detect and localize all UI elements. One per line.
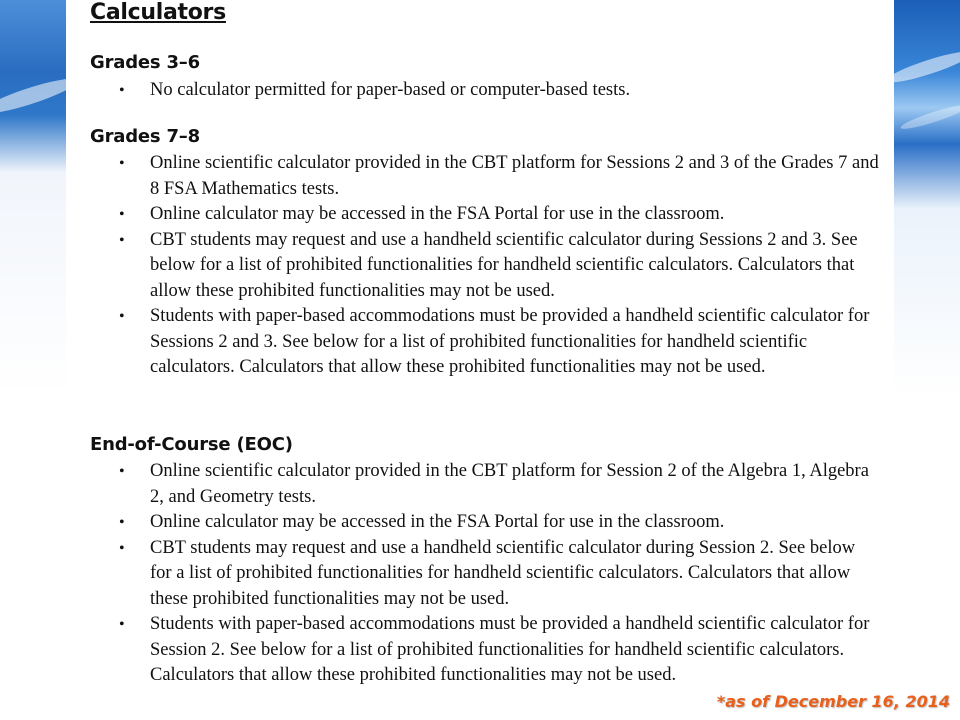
right-blue-background: [894, 0, 960, 720]
list-item: [90, 536, 880, 613]
left-swoosh-layer: [0, 0, 66, 720]
bullet-icon: •: [119, 155, 125, 172]
list-item-text: Online scientific calculator provided in the CBT platform for Session 2 of the Algebra 1, Algebra 2, and Geometry tests.: [150, 461, 869, 507]
bullet-icon: •: [119, 308, 125, 325]
grades-7-8-list: [90, 151, 880, 381]
grades-3-6-list: [90, 78, 880, 104]
section-heading-grades-3-6: Grades 3–6: [90, 52, 200, 73]
list-item-text: Students with paper-based accommodations must be provided a handheld scientific calculator for Session 2. See below for a list of prohibited functionalities for handheld scientific calculators. Calculators that allow these prohibited functionalities may not be used.: [150, 614, 870, 685]
eoc-list: [90, 459, 880, 689]
list-item: [90, 304, 880, 381]
list-item: [90, 202, 880, 228]
list-item: [90, 510, 880, 536]
right-swoosh-decoration-2: [899, 101, 960, 132]
list-item: [90, 228, 880, 305]
document-page: [66, 0, 894, 720]
list-item-text: Online calculator may be accessed in the FSA Portal for use in the classroom.: [150, 204, 725, 224]
bullet-icon: •: [119, 616, 125, 633]
section-heading-eoc: End-of-Course (EOC): [90, 434, 293, 455]
list-item: [90, 459, 880, 510]
section-heading-grades-7-8: Grades 7–8: [90, 126, 200, 147]
list-item-text: Students with paper-based accommodations must be provided a handheld scientific calculator for Sessions 2 and 3. See below for a list of prohibited functionalities for handheld scientific calculators. Calculators that allow these prohibited functionalities may not be used.: [150, 306, 870, 377]
list-item-text: CBT students may request and use a handheld scientific calculator during Sessions 2 and 3. See below for a list of prohibited functionalities for handheld scientific calculators. Calculators that allow these prohibited functionalities may not be used.: [150, 229, 858, 301]
list-item: [90, 78, 880, 104]
bullet-icon: •: [119, 539, 125, 557]
list-item-text: Online calculator may be accessed in the FSA Portal for use in the classroom.: [150, 512, 725, 532]
bullet-icon: •: [119, 206, 125, 223]
list-item-text: Online scientific calculator provided in the CBT platform for Sessions 2 and 3 of the Grades 7 and 8 FSA Mathematics tests.: [150, 153, 879, 199]
bullet-icon: •: [119, 514, 125, 531]
bullet-icon: •: [119, 231, 125, 249]
bullet-icon: •: [119, 463, 125, 480]
right-swoosh-decoration: [884, 46, 960, 87]
list-item: [90, 612, 880, 689]
list-item: [90, 151, 880, 202]
list-item-text: No calculator permitted for paper-based or computer-based tests.: [150, 80, 631, 100]
bullet-icon: •: [119, 82, 125, 99]
page-title: Calculators: [90, 0, 226, 25]
list-item-text: CBT students may request and use a handheld scientific calculator during Session 2. See below for a list of prohibited functionalities for handheld scientific calculators. Calculators that allow these prohibited functionalities may not be used.: [150, 537, 856, 609]
date-footnote: *as of December 16, 2014: [716, 692, 950, 711]
